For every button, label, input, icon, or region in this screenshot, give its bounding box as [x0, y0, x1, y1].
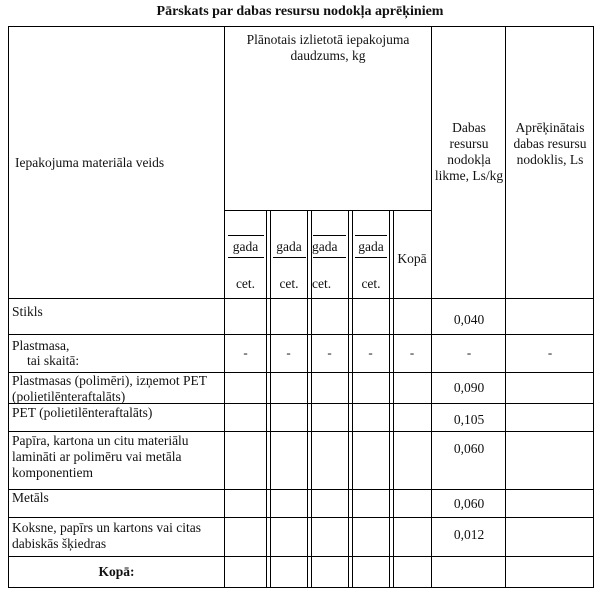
rate-plastic-non-pet: 0,090 [453, 380, 485, 395]
rate-wood-paper: 0,012 [453, 527, 485, 542]
rate-metal: 0,060 [453, 496, 485, 511]
dash: - [409, 345, 415, 360]
dash: - [327, 345, 332, 360]
row-wood-paper: Koksne, papīrs un kartons vai citas dabiskās šķiedras [12, 520, 201, 551]
year-label: gada [358, 239, 384, 254]
dash: - [286, 345, 291, 360]
row-plastic: Plastmasa, [12, 338, 70, 353]
row-plastic-subtitle: tai skaitā: [27, 353, 80, 368]
page-title: Pārskats par dabas resursu nodokļa aprēķiniem [156, 4, 444, 19]
material-type-header: Iepakojuma materiāla veids [15, 155, 165, 170]
dash: - [547, 345, 553, 360]
quarter-label: cet. [279, 276, 299, 291]
tax-rate-header: Dabas resursu nodokļa likme, Ls/kg [434, 120, 504, 183]
dash: - [368, 345, 373, 360]
tax-report-table [8, 26, 594, 588]
year-label: gada [312, 239, 338, 254]
rate-pet: 0,105 [453, 412, 485, 427]
rate-plastic: - [466, 345, 472, 360]
year-label: gada [232, 239, 259, 254]
rate-laminates: 0,060 [453, 441, 485, 456]
quarter-label: cet. [312, 276, 332, 291]
total-column-header: Kopā [397, 251, 427, 266]
planned-quantity-header: Plānotais izlietotā iepakojuma daudzums, kg [246, 32, 410, 63]
grand-total-label: Kopā: [98, 564, 135, 579]
rate-glass: 0,040 [453, 312, 485, 327]
calculated-tax-header: Aprēķinātais dabas resursu nodoklis, Ls [513, 120, 587, 167]
row-pet: PET (polietilēnteraftalāts) [12, 405, 153, 420]
quarter-label: cet. [235, 276, 256, 291]
row-metal: Metāls [12, 490, 49, 505]
year-label: gada [276, 239, 302, 254]
dash: - [243, 345, 248, 360]
quarter-label: cet. [361, 276, 381, 291]
row-glass: Stikls [12, 304, 43, 319]
row-laminates: Papīra, kartona un citu materiālu lamināti ar polimēru vai metāla komponentiem [12, 433, 189, 480]
row-plastic-non-pet: Plastmasas (polimēri), izņemot PET (polietilēnteraftalāts) [12, 373, 207, 404]
